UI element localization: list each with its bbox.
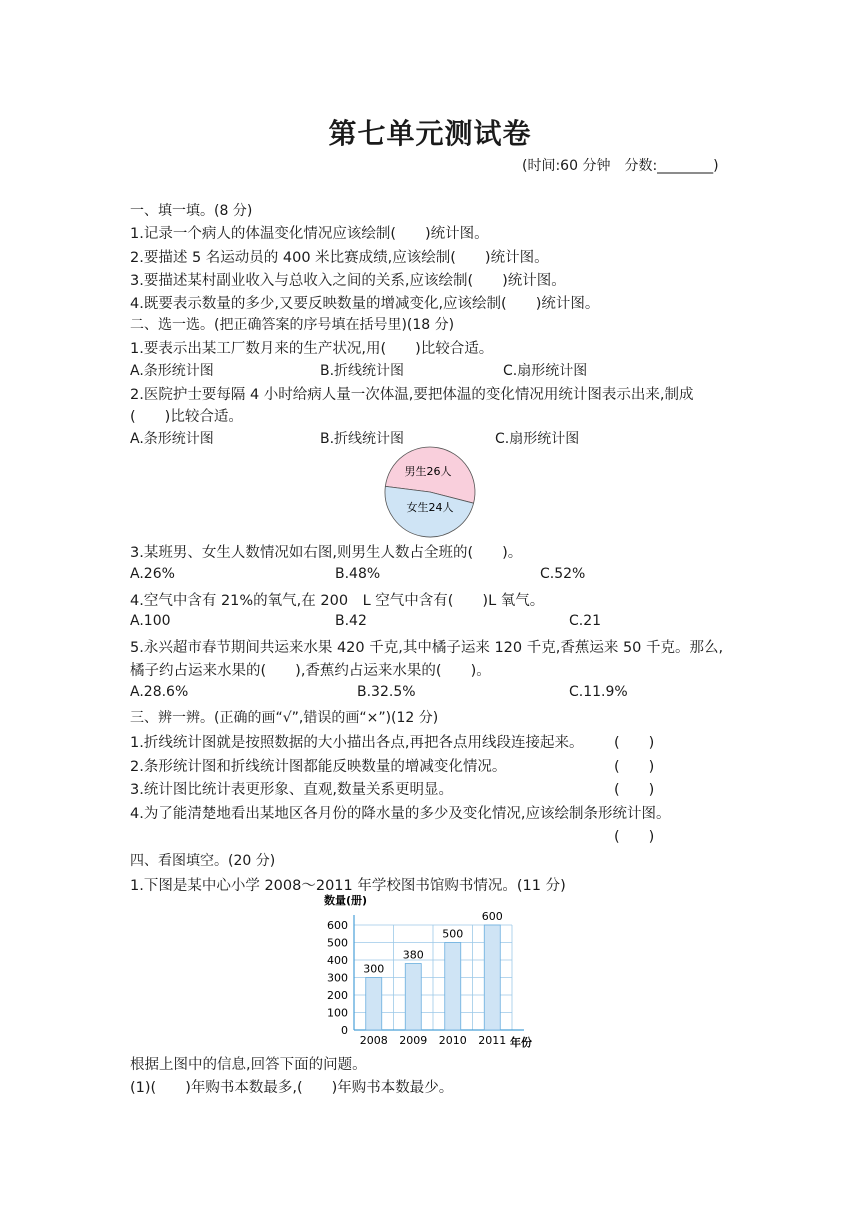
section2-heading: 二、选一选。(把正确答案的序号填在括号里)(18 分) — [130, 317, 455, 333]
chart-data-label: 600 — [481, 910, 503, 923]
s2-question-2-line2: ( )比较合适。 — [130, 409, 243, 425]
chart-xtick-label: 2010 — [438, 1034, 467, 1047]
s2-q2-option-c: C.扇形统计图 — [495, 431, 580, 447]
s3-q4-answer-paren: ( ) — [614, 829, 655, 845]
gender-pie-chart — [383, 445, 477, 539]
chart-data-label: 500 — [442, 927, 464, 941]
s2-q4-option-b: B.42 — [335, 613, 367, 629]
s1-question-1: 1.记录一个病人的体温变化情况应该绘制( )统计图。 — [130, 226, 489, 242]
chart-xtick-label: 2009 — [399, 1034, 428, 1047]
s4-subquestion-1: (1)( )年购书本数最多,( )年购书本数最少。 — [130, 1080, 454, 1096]
s2-q3-option-a: A.26% — [130, 566, 175, 582]
s2-q2-option-b: B.折线统计图 — [320, 431, 405, 447]
page-title: 第七单元测试卷 — [328, 117, 532, 150]
chart-data-label: 380 — [402, 948, 424, 962]
chart-ytick-label: 300 — [327, 971, 348, 985]
chart-ytick-label: 400 — [327, 954, 348, 967]
s2-question-5-line1: 5.永兴超市春节期间共运来水果 420 千克,其中橘子运来 120 千克,香蕉运来 50 千克。那么, — [130, 640, 724, 656]
s2-q4-option-a: A.100 — [130, 613, 171, 629]
chart-ytick-label: 500 — [327, 936, 348, 950]
section3-heading: 三、辨一辨。(正确的画“√”,错误的画“×”)(12 分) — [130, 710, 439, 726]
s2-question-3: 3.某班男、女生人数情况如右图,则男生人数占全班的( )。 — [130, 545, 523, 561]
s2-question-4: 4.空气中含有 21%的氧气,在 200 L 空气中含有( )L 氧气。 — [130, 593, 545, 609]
chart-ylabel: 数量(册) — [324, 894, 368, 907]
s1-question-2: 2.要描述 5 名运动员的 400 米比赛成绩,应该绘制( )统计图。 — [130, 250, 549, 266]
s3-q2-answer-paren: ( ) — [614, 759, 655, 775]
s2-q3-option-b: B.48% — [335, 566, 381, 582]
s2-q5-option-a: A.28.6% — [130, 684, 189, 700]
chart-ytick-label: 200 — [327, 989, 348, 1002]
section4-heading: 四、看图填空。(20 分) — [130, 853, 276, 869]
chart-xlabel: 年份 — [510, 1036, 532, 1049]
s2-q1-option-b: B.折线统计图 — [320, 363, 405, 379]
s2-q1-option-c: C.扇形统计图 — [503, 363, 588, 379]
s4-followup-instruction: 根据上图中的信息,回答下面的问题。 — [130, 1057, 367, 1073]
chart-ytick-label: 100 — [327, 1006, 348, 1020]
s2-question-2-line1: 2.医院护士要每隔 4 小时给病人量一次体温,要把体温的变化情况用统计图表示出来,制成 — [130, 387, 694, 403]
s2-q1-option-a: A.条形统计图 — [130, 363, 214, 379]
book-purchase-bar-chart — [318, 890, 540, 1050]
chart-bar-2008 — [366, 978, 382, 1031]
s3-q1-answer-paren: ( ) — [614, 735, 655, 751]
time-score-info: (时间:60 分钟 分数:________) — [522, 158, 719, 174]
s3-question-4: 4.为了能清楚地看出某地区各月份的降水量的多少及变化情况,应该绘制条形统计图。 — [130, 806, 671, 822]
chart-xtick-label: 2008 — [359, 1034, 388, 1047]
s3-question-3: 3.统计图比统计表更形象、直观,数量关系更明显。 — [130, 782, 453, 798]
s2-q5-option-c: C.11.9% — [569, 684, 628, 700]
chart-bar-2009 — [405, 964, 421, 1031]
chart-data-label: 300 — [363, 962, 385, 976]
s4-question-1: 1.下图是某中心小学 2008～2011 年学校图书馆购书情况。(11 分) — [130, 878, 566, 894]
chart-ytick-label: 600 — [327, 919, 348, 932]
s1-question-4: 4.既要表示数量的多少,又要反映数量的增减变化,应该绘制( )统计图。 — [130, 296, 600, 312]
s2-q5-option-b: B.32.5% — [357, 684, 416, 700]
section1-heading: 一、填一填。(8 分) — [130, 203, 253, 219]
chart-bar-2010 — [445, 943, 461, 1031]
chart-xtick-label: 2011 — [478, 1034, 507, 1047]
s2-q4-option-c: C.21 — [569, 613, 602, 629]
chart-bar-2011 — [484, 925, 500, 1030]
pie-label-male: 男生26人 — [404, 465, 452, 478]
pie-label-female: 女生24人 — [406, 501, 454, 514]
s2-q3-option-c: C.52% — [540, 566, 586, 582]
s1-question-3: 3.要描述某村副业收入与总收入之间的关系,应该绘制( )统计图。 — [130, 273, 566, 289]
s3-question-1: 1.折线统计图就是按照数据的大小描出各点,再把各点用线段连接起来。 — [130, 735, 584, 751]
s3-q3-answer-paren: ( ) — [614, 782, 655, 798]
s3-question-2: 2.条形统计图和折线统计图都能反映数量的增减变化情况。 — [130, 759, 507, 775]
s2-question-5-line2: 橘子约占运来水果的( ),香蕉约占运来水果的( )。 — [130, 663, 491, 679]
s2-q2-option-a: A.条形统计图 — [130, 431, 214, 447]
s2-question-1: 1.要表示出某工厂数月来的生产状况,用( )比较合适。 — [130, 341, 494, 357]
chart-ytick-label: 0 — [341, 1024, 348, 1037]
